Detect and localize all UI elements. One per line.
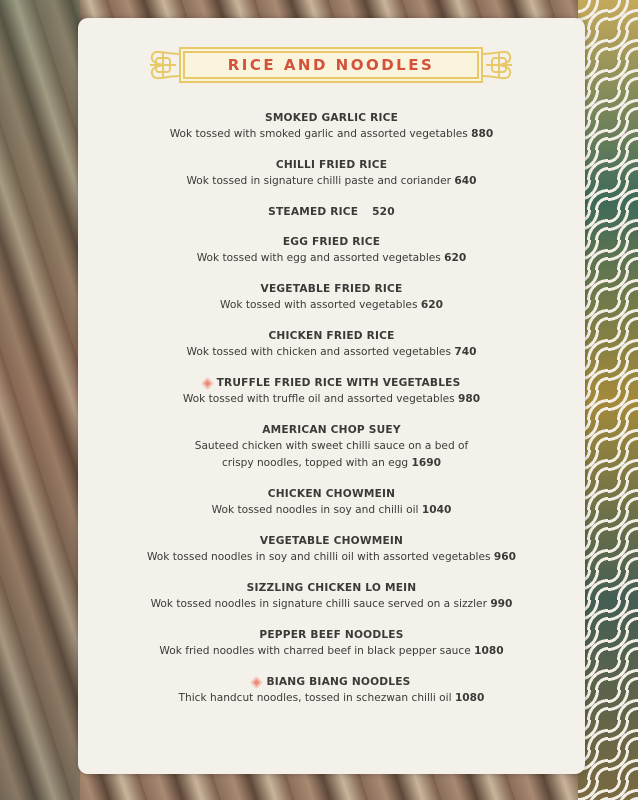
menu-item-price: 1040 <box>421 504 452 516</box>
menu-item-price: 1690 <box>411 457 442 469</box>
menu-item-title: CHICKEN CHOWMEIN <box>267 488 396 500</box>
menu-item-description <box>78 344 585 361</box>
signature-dish-icon <box>251 676 264 689</box>
menu-item <box>78 627 585 660</box>
menu-item-name <box>78 486 585 502</box>
menu-item <box>78 486 585 519</box>
menu-item <box>78 157 585 190</box>
menu-item-price: 1080 <box>474 645 504 657</box>
menu-item-title: SMOKED GARLIC RICE <box>264 112 399 124</box>
menu-item-name <box>78 422 585 438</box>
description-text: Sauteed chicken with sweet chilli sauce on a bed of <box>194 440 469 452</box>
description-text: Wok tossed noodles in soy and chilli oil <box>211 504 419 516</box>
menu-item-description <box>78 502 585 519</box>
menu-item-price: 620 <box>444 252 467 264</box>
menu-item-title: SIZZLING CHICKEN LO MEIN <box>246 582 417 594</box>
section-header <box>146 42 516 88</box>
menu-card <box>78 18 585 774</box>
menu-item-title: CHILLI FRIED RICE <box>275 159 388 171</box>
menu-item-name <box>78 281 585 297</box>
menu-item <box>78 580 585 613</box>
menu-item-description <box>78 297 585 314</box>
description-text: Wok tossed with smoked garlic and assorted vegetables <box>169 128 468 140</box>
menu-item-title: STEAMED RICE <box>268 206 359 218</box>
decorative-wave-pattern <box>578 0 638 800</box>
menu-item-description <box>78 596 585 613</box>
menu-item-name <box>78 204 585 220</box>
description-text: Wok tossed noodles in signature chilli sauce served on a sizzler <box>150 598 487 610</box>
description-text: Wok tossed with chicken and assorted vegetables <box>186 346 451 358</box>
menu-item <box>78 281 585 314</box>
menu-item <box>78 674 585 707</box>
menu-item-title: EGG FRIED RICE <box>282 236 381 248</box>
menu-item-title: VEGETABLE FRIED RICE <box>260 283 403 295</box>
menu-item-description <box>78 438 585 455</box>
menu-item-description <box>78 690 585 707</box>
menu-item-price: 640 <box>454 175 477 187</box>
menu-item-description <box>78 455 585 472</box>
menu-item-description <box>78 250 585 267</box>
menu-item <box>78 422 585 472</box>
menu-item-price: 740 <box>454 346 477 358</box>
description-text: Wok tossed noodles in soy and chilli oil with assorted vegetables <box>146 551 491 563</box>
menu-item-price: 620 <box>420 299 443 311</box>
menu-item-price: 960 <box>493 551 517 563</box>
menu-item <box>78 328 585 361</box>
menu-item-title: PEPPER BEEF NOODLES <box>259 629 404 641</box>
menu-item-description <box>78 391 585 408</box>
menu-item-name <box>78 234 585 250</box>
description-text: Wok tossed in signature chilli paste and coriander <box>186 175 452 187</box>
menu-item-title: VEGETABLE CHOWMEIN <box>259 535 404 547</box>
description-text: Wok tossed with assorted vegetables <box>220 299 418 311</box>
menu-item-description <box>78 173 585 190</box>
menu-item-name <box>78 110 585 126</box>
menu-item-name <box>78 627 585 643</box>
menu-item-price: 1080 <box>454 692 485 704</box>
menu-item-name <box>78 674 585 690</box>
description-text: Wok fried noodles with charred beef in black pepper sauce <box>159 645 471 657</box>
menu-item-description <box>78 643 585 660</box>
menu-item-title: BIANG BIANG NOODLES <box>266 676 411 688</box>
section-title: RICE AND NOODLES <box>227 56 435 74</box>
menu-item-name <box>78 328 585 344</box>
background-tint <box>0 0 80 800</box>
menu-item-description <box>78 549 585 566</box>
menu-item <box>78 110 585 143</box>
description-text: Wok tossed with truffle oil and assorted vegetables <box>182 393 455 405</box>
menu-list <box>78 110 585 721</box>
menu-item-title: TRUFFLE FRIED RICE WITH VEGETABLES <box>216 377 461 389</box>
menu-item <box>78 204 585 220</box>
menu-item <box>78 375 585 408</box>
description-text: Wok tossed with egg and assorted vegetables <box>196 252 441 264</box>
menu-item <box>78 234 585 267</box>
signature-dish-icon <box>201 377 214 390</box>
menu-item-name <box>78 580 585 596</box>
menu-item-price: 520 <box>372 206 395 218</box>
menu-item <box>78 533 585 566</box>
menu-item-price: 980 <box>458 393 481 405</box>
menu-item-price: 880 <box>471 128 494 140</box>
description-text: crispy noodles, topped with an egg <box>221 457 409 469</box>
menu-item-name <box>78 375 585 391</box>
menu-item-name <box>78 533 585 549</box>
menu-item-title: AMERICAN CHOP SUEY <box>262 424 401 436</box>
menu-item-price: 990 <box>490 598 513 610</box>
menu-item-title: CHICKEN FRIED RICE <box>268 330 395 342</box>
menu-item-description <box>78 126 585 143</box>
description-text: Thick handcut noodles, tossed in schezwan chilli oil <box>178 692 452 704</box>
menu-item-name <box>78 157 585 173</box>
